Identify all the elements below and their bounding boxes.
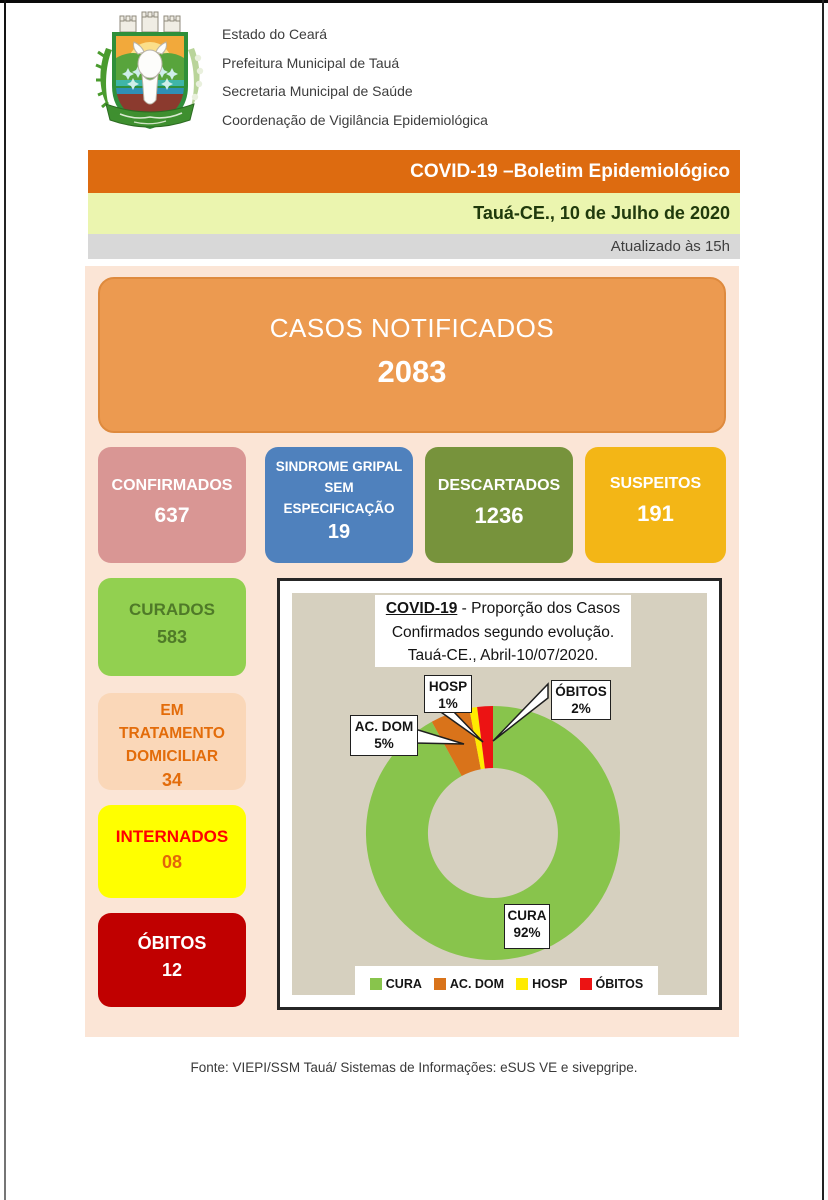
logo-right-branch [188, 48, 203, 110]
evolution-chart-panel [277, 578, 722, 1010]
legend-item-acdom [434, 977, 504, 991]
callout-obitos [551, 680, 611, 720]
chart-legend [355, 966, 658, 1001]
stat-label: CONFIRMADOS [111, 477, 233, 494]
org-line-state: Estado do Ceará [222, 26, 328, 42]
scan-border-top [0, 0, 828, 3]
stat-value: 19 [327, 521, 351, 543]
legend-item-obitos [580, 977, 644, 991]
legend-swatch-cura [370, 978, 382, 990]
stat-card-curados [98, 578, 246, 676]
chart-title-line3: Tauá-CE., Abril-10/07/2020. [407, 647, 599, 664]
org-line-prefeitura: Prefeitura Municipal de Tauá [222, 54, 400, 71]
stat-value: 191 [637, 501, 674, 526]
chart-title-rest: - Proporção dos Casos [457, 600, 621, 617]
callout-label: AC. DOM [354, 719, 414, 734]
org-line-secretaria: Secretaria Municipal de Saúde [222, 83, 413, 99]
callout-label: CURA [507, 908, 547, 923]
callout-value: 2% [571, 701, 591, 716]
legend-swatch-obitos [580, 978, 592, 990]
casos-notificados-card [98, 277, 726, 433]
stat-value: 583 [156, 627, 188, 647]
legend-swatch-acdom [434, 978, 446, 990]
legend-item-hosp [516, 977, 567, 991]
callout-label: HOSP [428, 679, 468, 694]
casos-notificados-value: 2083 [377, 354, 447, 389]
callout-hosp [424, 675, 472, 713]
stat-card-sindrome-gripal [265, 447, 413, 563]
content-canvas [85, 266, 739, 1037]
org-line-coordenacao: Coordenação de Vigilância Epidemiológica [222, 111, 488, 128]
logo-crown [120, 12, 180, 32]
stat-value: 08 [161, 852, 183, 872]
stat-value: 637 [154, 504, 190, 527]
date-bar: Tauá-CE., 10 de Julho de 2020 [88, 193, 740, 234]
stat-card-confirmados [98, 447, 246, 563]
legend-label: HOSP [532, 976, 568, 991]
scan-border-right [822, 0, 824, 1200]
callout-value: 1% [438, 696, 458, 711]
callout-value: 5% [374, 736, 394, 751]
callout-cura [504, 904, 550, 949]
updated-time-bar: Atualizado às 15h [88, 234, 740, 259]
stat-label: DESCARTADOS [437, 477, 561, 494]
stat-card-descartados [425, 447, 573, 563]
stat-label: INTERNADOS [115, 827, 229, 846]
chart-title-line1 [375, 597, 631, 621]
legend-item-cura [370, 977, 422, 991]
municipal-coat-of-arms [90, 8, 210, 138]
legend-label: AC. DOM [449, 976, 505, 991]
logo-shield [106, 32, 194, 129]
legend-label: ÓBITOS [595, 976, 644, 991]
stat-card-obitos [98, 913, 246, 1007]
org-header-lines [222, 20, 488, 134]
stat-label: SINDROME GRIPAL SEM ESPECIFICAÇÃO [275, 459, 403, 516]
stat-card-tratamento-domiciliar [98, 693, 246, 790]
stat-card-suspeitos [585, 447, 726, 563]
chart-title-line2: Confirmados segundo evolução. [391, 623, 615, 641]
stat-label: CURADOS [129, 600, 215, 619]
source-footnote: Fonte: VIEPI/SSM Tauá/ Sistemas de Informações: eSUS VE e sivepgripe. [190, 1060, 638, 1075]
casos-notificados-label: CASOS NOTIFICADOS [269, 313, 555, 343]
stat-value: 1236 [474, 503, 524, 528]
scan-border-left [4, 0, 6, 1200]
callout-label: ÓBITOS [555, 684, 607, 699]
logo-left-branch [96, 48, 112, 110]
chart-title-covid: COVID-19 [385, 600, 458, 617]
stat-label: ÓBITOS [137, 933, 207, 953]
legend-label: CURA [385, 976, 422, 991]
chart-title [375, 595, 631, 667]
callout-ac-dom [350, 715, 418, 756]
stat-label: EM TRATAMENTO DOMICILIAR [119, 702, 225, 765]
callout-value: 92% [513, 925, 541, 940]
legend-swatch-hosp [516, 978, 528, 990]
stat-value: 34 [161, 770, 183, 790]
bulletin-title-bar: COVID-19 –Boletim Epidemiológico [88, 150, 740, 193]
stat-label: SUSPEITOS [609, 475, 702, 492]
stat-card-internados [98, 805, 246, 898]
stat-value: 12 [161, 960, 183, 980]
